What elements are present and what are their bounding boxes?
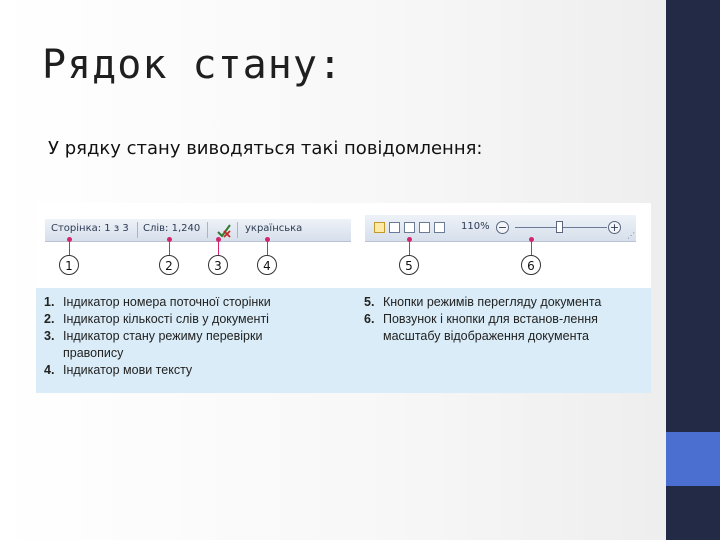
legend-column-right bbox=[364, 294, 628, 345]
resize-grip-icon: ⋰ bbox=[627, 231, 635, 240]
leader-dot bbox=[265, 237, 270, 242]
legend-item bbox=[364, 311, 628, 345]
outline-view-icon[interactable] bbox=[419, 222, 430, 233]
legend-panel bbox=[36, 288, 651, 393]
legend-number: 1. bbox=[44, 295, 55, 309]
zoom-in-button[interactable]: + bbox=[609, 221, 620, 234]
legend-text: Повзунок і кнопки для встанов-лення масштабу відображення документа bbox=[383, 312, 598, 343]
legend-item bbox=[364, 294, 628, 311]
separator bbox=[237, 222, 238, 238]
zoom-level[interactable]: 110% bbox=[461, 221, 490, 232]
legend-text: Індикатор мови тексту bbox=[63, 363, 193, 377]
leader-dot bbox=[67, 237, 72, 242]
page-indicator[interactable]: Сторінка: 1 з 3 bbox=[51, 223, 129, 234]
leader-line bbox=[218, 241, 219, 255]
zoom-slider-thumb[interactable] bbox=[556, 221, 563, 233]
legend-text: Індикатор номера поточної сторінки bbox=[63, 295, 271, 309]
marker-6: 6 bbox=[521, 255, 541, 275]
legend-number: 4. bbox=[44, 363, 55, 377]
legend-number: 5. bbox=[364, 295, 375, 309]
zoom-out-button[interactable]: − bbox=[497, 221, 508, 234]
slide-subtitle: У рядку стану виводяться такі повідомлення: bbox=[48, 138, 483, 159]
legend-item bbox=[44, 294, 325, 311]
legend-number: 3. bbox=[44, 329, 55, 343]
right-accent-block bbox=[666, 432, 720, 486]
marker-1: 1 bbox=[59, 255, 79, 275]
draft-view-icon[interactable] bbox=[434, 222, 445, 233]
slide-title: Рядок стану: bbox=[42, 42, 343, 88]
web-layout-view-icon[interactable] bbox=[404, 222, 415, 233]
legend-text: Індикатор кількості слів у документі bbox=[63, 312, 269, 326]
legend-text: Кнопки режимів перегляду документа bbox=[383, 295, 602, 309]
leader-line bbox=[409, 241, 410, 255]
legend-item bbox=[44, 328, 325, 362]
legend-text: Індикатор стану режиму перевірки правопису bbox=[63, 329, 263, 360]
leader-dot bbox=[216, 237, 221, 242]
leader-line bbox=[169, 241, 170, 255]
print-layout-view-icon[interactable] bbox=[374, 222, 385, 233]
leader-line bbox=[267, 241, 268, 255]
marker-2: 2 bbox=[159, 255, 179, 275]
leader-dot bbox=[167, 237, 172, 242]
leader-line bbox=[531, 241, 532, 255]
marker-4: 4 bbox=[257, 255, 277, 275]
status-bar-right bbox=[365, 215, 636, 242]
legend-item bbox=[44, 311, 325, 328]
leader-dot bbox=[407, 237, 412, 242]
leader-line bbox=[69, 241, 70, 255]
legend-number: 6. bbox=[364, 312, 375, 326]
legend-item bbox=[44, 362, 325, 379]
separator bbox=[207, 222, 208, 238]
separator bbox=[137, 222, 138, 238]
spelling-check-icon[interactable] bbox=[216, 222, 232, 238]
full-screen-reading-view-icon[interactable] bbox=[389, 222, 400, 233]
legend-number: 2. bbox=[44, 312, 55, 326]
language-indicator[interactable]: українська bbox=[245, 223, 303, 234]
marker-3: 3 bbox=[208, 255, 228, 275]
marker-5: 5 bbox=[399, 255, 419, 275]
status-bar-figure bbox=[36, 203, 651, 393]
status-bar-screenshot-area bbox=[36, 203, 651, 288]
leader-dot bbox=[529, 237, 534, 242]
status-bar-left bbox=[45, 219, 351, 242]
legend-column-left bbox=[44, 294, 325, 379]
word-count-indicator[interactable]: Слів: 1,240 bbox=[143, 223, 201, 234]
